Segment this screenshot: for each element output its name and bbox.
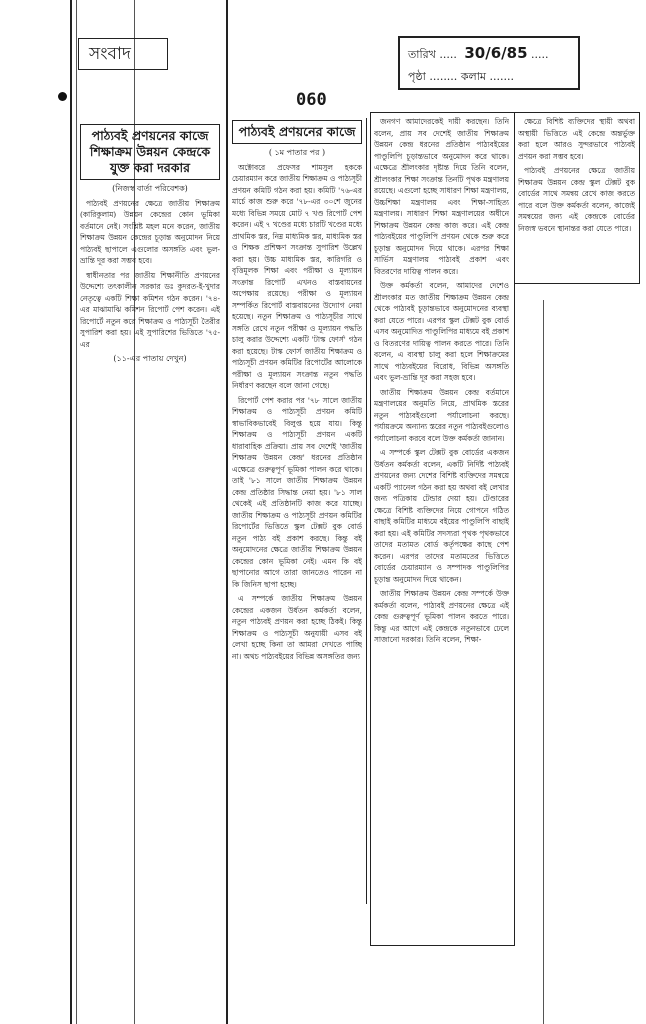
- article-2-paragraph: অক্টোবরে প্রফেসর শামসুল হককে চেয়ারম্যান করে জাতীয় শিক্ষাক্রম ও পাঠ্যসূচী প্রণয়ন কমিটি গঠন করা হয়। কমিটি '৭৬-এর মার্চে কাজ শুরু করে '৭৮-এর ৩০শে জুনের মধ্যে বিভিন্ন সময়ে মোট ৭ খণ্ড রিপোর্ট পেশ করেন। এই ৭ খণ্ডের মধ্যে চারটি খণ্ডের মধ্যে প্রাথমিক স্তর, নিম্ন মাধ্যমিক স্তর, মাধ্যমিক স্তর ও শিক্ষক প্রশিক্ষণ সংক্রান্ত সুপারিশ উল্লেখ করা হয়। উচ্চ মাধ্যমিক স্তর, কারিগরি ও বৃত্তিমূলক শিক্ষা এবং পরীক্ষা ও মূল্যায়ন সংক্রান্ত রিপোর্ট এখনও বাস্তবায়নের অপেক্ষায় রয়েছে। পরীক্ষা ও মূল্যায়ন সম্পর্কিত রিপোর্ট বাস্তবায়নের উদ্যোগ নেয়া হয়েছে। নতুন শিক্ষাক্রম ও পাঠ্যসূচীর সাথে সঙ্গতি রেখে নতুন পরীক্ষা ও মূল্যায়ন পদ্ধতি চালু করার উদ্দেশ্যে একটি 'টাস্ক ফোর্স' গঠন করা হয়েছে। টাস্ক ফোর্স জাতীয় শিক্ষাক্রম ও পাঠ্যসূচী প্রণয়ন কমিটির রিপোর্টের আলোকে পরীক্ষা ও মূল্যায়ন সংক্রান্ত নতুন পদ্ধতি নির্ধারণ করছেন বলে জানা গেছে।: [232, 162, 362, 390]
- page-label: পৃষ্ঠা: [408, 70, 426, 83]
- article-3-paragraph: জাতীয় শিক্ষাক্রম উন্নয়ন কেন্দ্র সম্পর্কে উক্ত কর্মকর্তা বলেন, পাঠ্যবই প্রণয়নের ক্ষেত্রে এই কেন্দ্র গুরুত্বপূর্ণ ভূমিকা পালন করতে পারে। কিন্তু এর আগে এই কেন্দ্রকে নতুনভাবে ঢেলে সাজানো দরকার। তিনি বলেন, শিক্ষা-: [374, 589, 509, 644]
- binding-line: [543, 300, 544, 1024]
- article-3-paragraph: জনগণ আমাদেরকেই দায়ী করছেন। তিনি বলেন, প্রায় সব দেশেই জাতীয় শিক্ষাক্রম উন্নয়ন কেন্দ্র ধরনের প্রতিষ্ঠান পাঠ্যবইয়ের পাণ্ডুলিপি চূড়ান্তভাবে অনুমোদন করে থাকে। এক্ষেত্রে শ্রীলংকার দৃষ্টান্ত দিয়ে তিনি বলেন, শ্রীলংকার শিক্ষা সংক্রান্ত তিনটি পৃথক মন্ত্রণালয় রয়েছে। এগুলো হচ্ছে সাধারণ শিক্ষা মন্ত্রণালয়, উচ্চশিক্ষা মন্ত্রণালয় এবং শিক্ষা-সাহিত্য মন্ত্রণালয়। সাধারণ শিক্ষা মন্ত্রণালয়ের অধীনে শিক্ষাক্রম উন্নয়ন কেন্দ্র কাজ করে। এই কেন্দ্র পাঠ্যবইয়ের পাণ্ডুলিপি প্রণয়ন থেকে শুরু করে চূড়ান্ত অনুমোদন দিয়ে থাকে। এরপর শিক্ষা সার্ভিস মন্ত্রণালয় পাঠ্যবই প্রকাশ এবং বিতরণের দায়িত্ব পালন করে।: [374, 117, 509, 276]
- binding-line: [70, 0, 72, 1024]
- article-3-paragraph: এ সম্পর্কে স্কুল টেক্সট বুক বোর্ডের একজন উর্ধতন কর্মকর্তা বলেন, একটি নির্দিষ্ট পাঠ্যবই প্রণয়নের জন্য দেশের বিশিষ্ট ব্যক্তিদের সমন্বয়ে একটি প্যানেল গঠন করা হয় অথবা বই লেখার জন্য পত্রিকায় টেন্ডার দেয়া হয়। টেণ্ডারের ক্ষেত্রে বিশিষ্ট ব্যক্তিদের নিয়ে গোপনে গঠিত বাছাই কমিটির মাধ্যমে বইয়ের পাণ্ডুলিপি বাছাই করা হয়। এই কমিটির সদস্যরা পৃথক পৃথকভাবে তাদের মতামত বোর্ড কর্তৃপক্ষের কাছে পেশ করেন। এরপর তাদের মতামতের ভিত্তিতে বোর্ডের চেয়ারম্যান ও সম্পাদক পাণ্ডুলিপির চূড়ান্ত অনুমোদন দিয়ে থাকেন।: [374, 448, 509, 584]
- date-value: 30/6/85: [464, 44, 528, 62]
- article-1-paragraph: স্বাধীনতার পর জাতীয় শিক্ষানীতি প্রণয়নের উদ্দেশ্যে তৎকালীন সরকার ডঃ কুদরত-ই-খুদার নেতৃত্বে একটি শিক্ষা কমিশন গঠন করেন। '৭৪-এর মাঝামাঝি কমিশন রিপোর্ট পেশ করেন। এই রিপোর্টে নতুন করে শিক্ষাক্রম ও পাঠ্যসূচী তৈরীর সুপারিশ করা হয়। এই সুপারিশের ভিত্তিতে '৭৫-এর: [80, 270, 220, 349]
- article-3-paragraph: উক্ত কর্মকর্তা বলেন, আমাদের দেশেও শ্রীলংকার মত জাতীয় শিক্ষাক্রম উন্নয়ন কেন্দ্র থেকে পাঠ্যবই চূড়ান্তভাবে অনুমোদনের ব্যবস্থা করা যেতে পারে। এরপর স্কুল টেক্সট বুক বোর্ড এসব অনুমোদিত পাণ্ডুলিপির মাধ্যমে বই প্রকাশ ও বিতরণের দায়িত্ব পালন করতে পারে। তিনি বলেন, এ ব্যবস্থা চালু করা হলে শিক্ষাক্রমের সাথে পাঠ্যবইয়ের বিরোধ, বিভিন্ন অসঙ্গতি এবং ভুল-ভ্রান্তি দূর করা সহজ হবে।: [374, 281, 509, 382]
- article-1-paragraph: পাঠ্যবই প্রণয়নের ক্ষেত্রে জাতীয় শিক্ষাক্রম (কারিকুলাম) উন্নয়ন কেন্দ্রের কোন ভূমিকা বর্তমানে নেই। সংশ্লিষ্ট মহল মনে করেন, জাতীয় শিক্ষাক্রম উন্নয়ন কেন্দ্রের চূড়ান্ত অনুমোদন নিয়ে পাঠ্যবই ছাপালে এগুলোর অসঙ্গতি এবং ভুল-ভ্রান্তি দূর করা সম্ভব হবে।: [80, 198, 220, 265]
- article-2-headline: পাঠ্যবই প্রণয়নের কাজে: [232, 120, 362, 144]
- binding-line: [76, 0, 77, 1024]
- newspaper-masthead: সংবাদ: [78, 38, 168, 70]
- column-label: কলাম: [460, 70, 487, 83]
- punch-hole: [58, 92, 67, 101]
- article-1: [80, 124, 220, 454]
- article-2-continuation-note: ( ১ম পাতার পর ): [268, 148, 326, 157]
- article-2-paragraph: এ সম্পর্কে জাতীয় শিক্ষাক্রম উন্নয়ন কেন্দ্রের একজন উর্ধতন কর্মকর্তা বলেন, নতুন পাঠ্যবই প্রণয়ন করা হচ্ছে ঠিকই। কিন্তু শিক্ষাক্রম ও পাঠ্যসূচী অনুযায়ী এসব বই লেখা হচ্ছে কিনা তা আমরা দেখতে পাচ্ছি না। অথচ পাঠ্যবইয়ের বিভিন্ন অসঙ্গতির জন্য: [232, 594, 362, 661]
- article-1-continued-note: (১১-এর পাতায় দেখুন): [113, 354, 187, 363]
- date-label: তারিখ: [408, 48, 436, 61]
- article-3: [374, 116, 509, 940]
- article-3-paragraph: জাতীয় শিক্ষাক্রম উন্নয়ন কেন্দ্র বর্তমানে মন্ত্রণালয়ের অনুমতি নিয়ে, প্রাথমিক স্তরের নতুন পাঠ্যবইগুলো পর্যালোচনা করছে। পর্যায়ক্রমে অন্যান্য স্তরের নতুন পাঠ্যবইগুলোও পর্যালোচনা করবে বলে উক্ত কর্মকর্তা জানান।: [374, 387, 509, 443]
- article-4-paragraph: ক্ষেত্রে বিশিষ্ট ব্যক্তিদের স্থায়ী অথবা অস্থায়ী ভিত্তিতে এই কেন্দ্রে অন্তর্ভুক্ত করা হলে আরও সুন্দরভাবে পাঠ্যবই প্রণয়ন করা সম্ভব হবে।: [518, 117, 635, 161]
- article-1-byline: (নিজস্ব বার্তা পরিবেশক): [112, 184, 188, 193]
- archive-page-number: 060: [296, 90, 327, 110]
- date-stamp-box: তারিখ ..... 30/6/85 ..... পৃষ্ঠা ........ কলাম .......: [398, 36, 580, 90]
- article-4: [518, 116, 635, 280]
- article-2: [232, 120, 362, 902]
- article-1-headline: পাঠ্যবই প্রণয়নের কাজে শিক্ষাক্রম উন্নয়ন কেন্দ্রকে যুক্ত করা দরকার: [80, 124, 220, 180]
- article-4-paragraph: পাঠ্যবই প্রণয়নের ক্ষেত্রে জাতীয় শিক্ষাক্রম উন্নয়ন কেন্দ্র স্কুল টেক্সট বুক বোর্ডের সাথে সমন্বয় রেখে কাজ করতে পারে বলে উক্ত কর্মকর্তা বলেন, কাজেই সমন্বয়ের জন্য এই কেন্দ্রকে বোর্ডের নিজস্ব ভবনে স্থানান্তর করা যেতে পারে।: [518, 166, 635, 233]
- article-2-paragraph: রিপোর্ট পেশ করার পর '৭৮ সালে জাতীয় শিক্ষাক্রম ও পাঠ্যসূচী প্রণয়ন কমিটি স্বাভাবিকভাবেই বিলুপ্ত হয়ে যায়। কিন্তু শিক্ষাক্রম ও পাঠ্যসূচী প্রণয়ন একটি ধারাবাহিক প্রক্রিয়া। প্রায় সব দেশেই 'জাতীয় শিক্ষাক্রম উন্নয়ন কেন্দ্র' ধরনের প্রতিষ্ঠান এক্ষেত্রে গুরুত্বপূর্ণ ভূমিকা পালন করে থাকে। তাই '৮১ সালে জাতীয় শিক্ষাক্রম উন্নয়ন কেন্দ্র প্রতিষ্ঠার সিদ্ধান্ত নেয়া হয়। '৮১ সাল থেকেই এই প্রতিষ্ঠানটি কাজ করে যাচ্ছে। জাতীয় শিক্ষাক্রম ও পাঠ্যসূচী প্রণয়ন কমিটির রিপোর্টের ভিত্তিতে স্কুল টেক্সট বুক বোর্ড নতুন পাঠ্য বই প্রকাশ করছে। কিন্তু বই অনুমোদনের ক্ষেত্রে জাতীয় শিক্ষাক্রম উন্নয়ন কেন্দ্রের কোন ভূমিকা নেই। এমন কি বই ছাপানোর আগে তারা জানতেও পারেন না কি জিনিস ছাপা হচ্ছে।: [232, 395, 362, 589]
